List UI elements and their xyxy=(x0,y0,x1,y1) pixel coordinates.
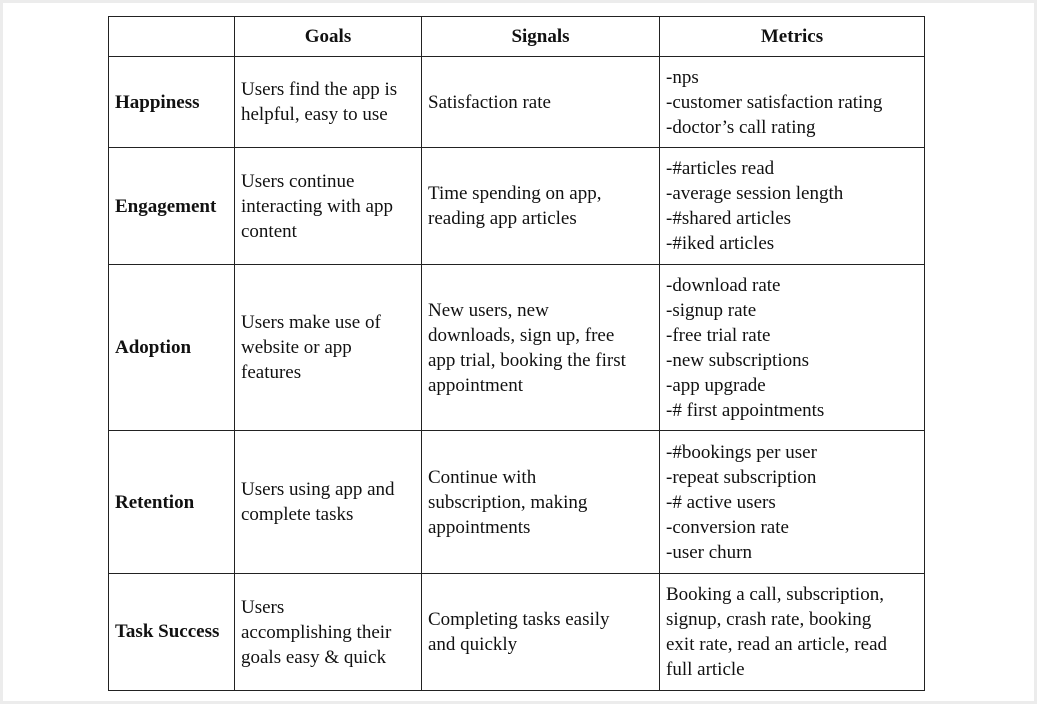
metrics-line: Booking a call, subscription, xyxy=(666,584,884,605)
metrics-line: -conversion rate xyxy=(666,516,789,538)
heart-framework-table xyxy=(108,16,925,691)
table-row xyxy=(109,265,925,431)
cell-signals xyxy=(422,265,660,431)
header-row xyxy=(109,17,925,57)
cell-goals xyxy=(235,57,422,148)
signals-line: appointment xyxy=(428,374,523,396)
goals-line: Users make use of xyxy=(241,312,381,333)
row-category: Happiness xyxy=(109,57,235,148)
goals-line: accomplishing their xyxy=(241,621,392,643)
metrics-line: full article xyxy=(666,659,745,680)
signals-line: and quickly xyxy=(428,634,518,655)
goals-line: helpful, easy to use xyxy=(241,104,388,125)
cell-metrics xyxy=(660,265,925,431)
cell-signals xyxy=(422,148,660,265)
goals-line: interacting with app xyxy=(241,195,393,217)
metrics-line: -new subscriptions xyxy=(666,349,810,371)
metrics-line: -repeat subscription xyxy=(666,466,817,488)
cell-goals xyxy=(235,148,422,265)
signals-line: Continue with xyxy=(428,466,537,488)
row-category: Engagement xyxy=(109,148,235,265)
goals-line: Users xyxy=(241,596,285,618)
cell-signals xyxy=(422,57,660,148)
cell-metrics xyxy=(660,431,925,574)
metrics-line: -# active users xyxy=(666,491,776,513)
header-empty xyxy=(109,17,235,57)
signals-line: Time spending on app, xyxy=(428,183,602,204)
table-row xyxy=(109,431,925,574)
goals-line: content xyxy=(241,220,297,242)
metrics-line: -signup rate xyxy=(666,299,757,321)
metrics-line: -#shared articles xyxy=(666,208,792,229)
metrics-line: -doctor’s call rating xyxy=(666,116,816,138)
goals-line: Users continue xyxy=(241,170,355,192)
cell-goals xyxy=(235,574,422,691)
goals-line: goals easy & quick xyxy=(241,646,387,668)
metrics-line: -average session length xyxy=(666,183,844,204)
cell-signals xyxy=(422,574,660,691)
goals-line: Users using app and xyxy=(241,479,395,500)
cell-goals xyxy=(235,431,422,574)
metrics-line: -free trial rate xyxy=(666,324,771,346)
header-metrics: Metrics xyxy=(660,17,925,57)
goals-line: website or app xyxy=(241,337,352,358)
goals-line: Users find the app is xyxy=(241,79,398,100)
cell-metrics xyxy=(660,57,925,148)
header-goals: Goals xyxy=(235,17,422,57)
row-category: Task Success xyxy=(109,574,235,691)
signals-line: app trial, booking the first xyxy=(428,349,626,371)
signals-line: downloads, sign up, free xyxy=(428,324,615,346)
header-signals: Signals xyxy=(422,17,660,57)
metrics-line: -# first appointments xyxy=(666,399,825,421)
metrics-line: -nps xyxy=(666,66,699,88)
metrics-line: exit rate, read an article, read xyxy=(666,634,887,655)
metrics-line: -download rate xyxy=(666,274,781,296)
signals-line: Completing tasks easily xyxy=(428,609,610,630)
signals-line: reading app articles xyxy=(428,208,577,229)
cell-signals xyxy=(422,431,660,574)
metrics-line: -#iked articles xyxy=(666,233,775,254)
cell-metrics xyxy=(660,574,925,691)
metrics-line: -user churn xyxy=(666,541,752,563)
goals-line: complete tasks xyxy=(241,504,354,525)
metrics-line: signup, crash rate, booking xyxy=(666,609,872,630)
table-row xyxy=(109,148,925,265)
table-row xyxy=(109,574,925,691)
cell-goals xyxy=(235,265,422,431)
signals-line: New users, new xyxy=(428,299,549,321)
table-row xyxy=(109,57,925,148)
row-category: Retention xyxy=(109,431,235,574)
metrics-line: -#articles read xyxy=(666,158,775,179)
signals-line: appointments xyxy=(428,516,531,538)
metrics-line: -app upgrade xyxy=(666,374,766,396)
metrics-line: -customer satisfaction rating xyxy=(666,91,883,113)
metrics-line: -#bookings per user xyxy=(666,441,817,463)
signals-line: Satisfaction rate xyxy=(428,91,551,113)
row-category: Adoption xyxy=(109,265,235,431)
cell-metrics xyxy=(660,148,925,265)
signals-line: subscription, making xyxy=(428,491,588,513)
goals-line: features xyxy=(241,362,302,383)
